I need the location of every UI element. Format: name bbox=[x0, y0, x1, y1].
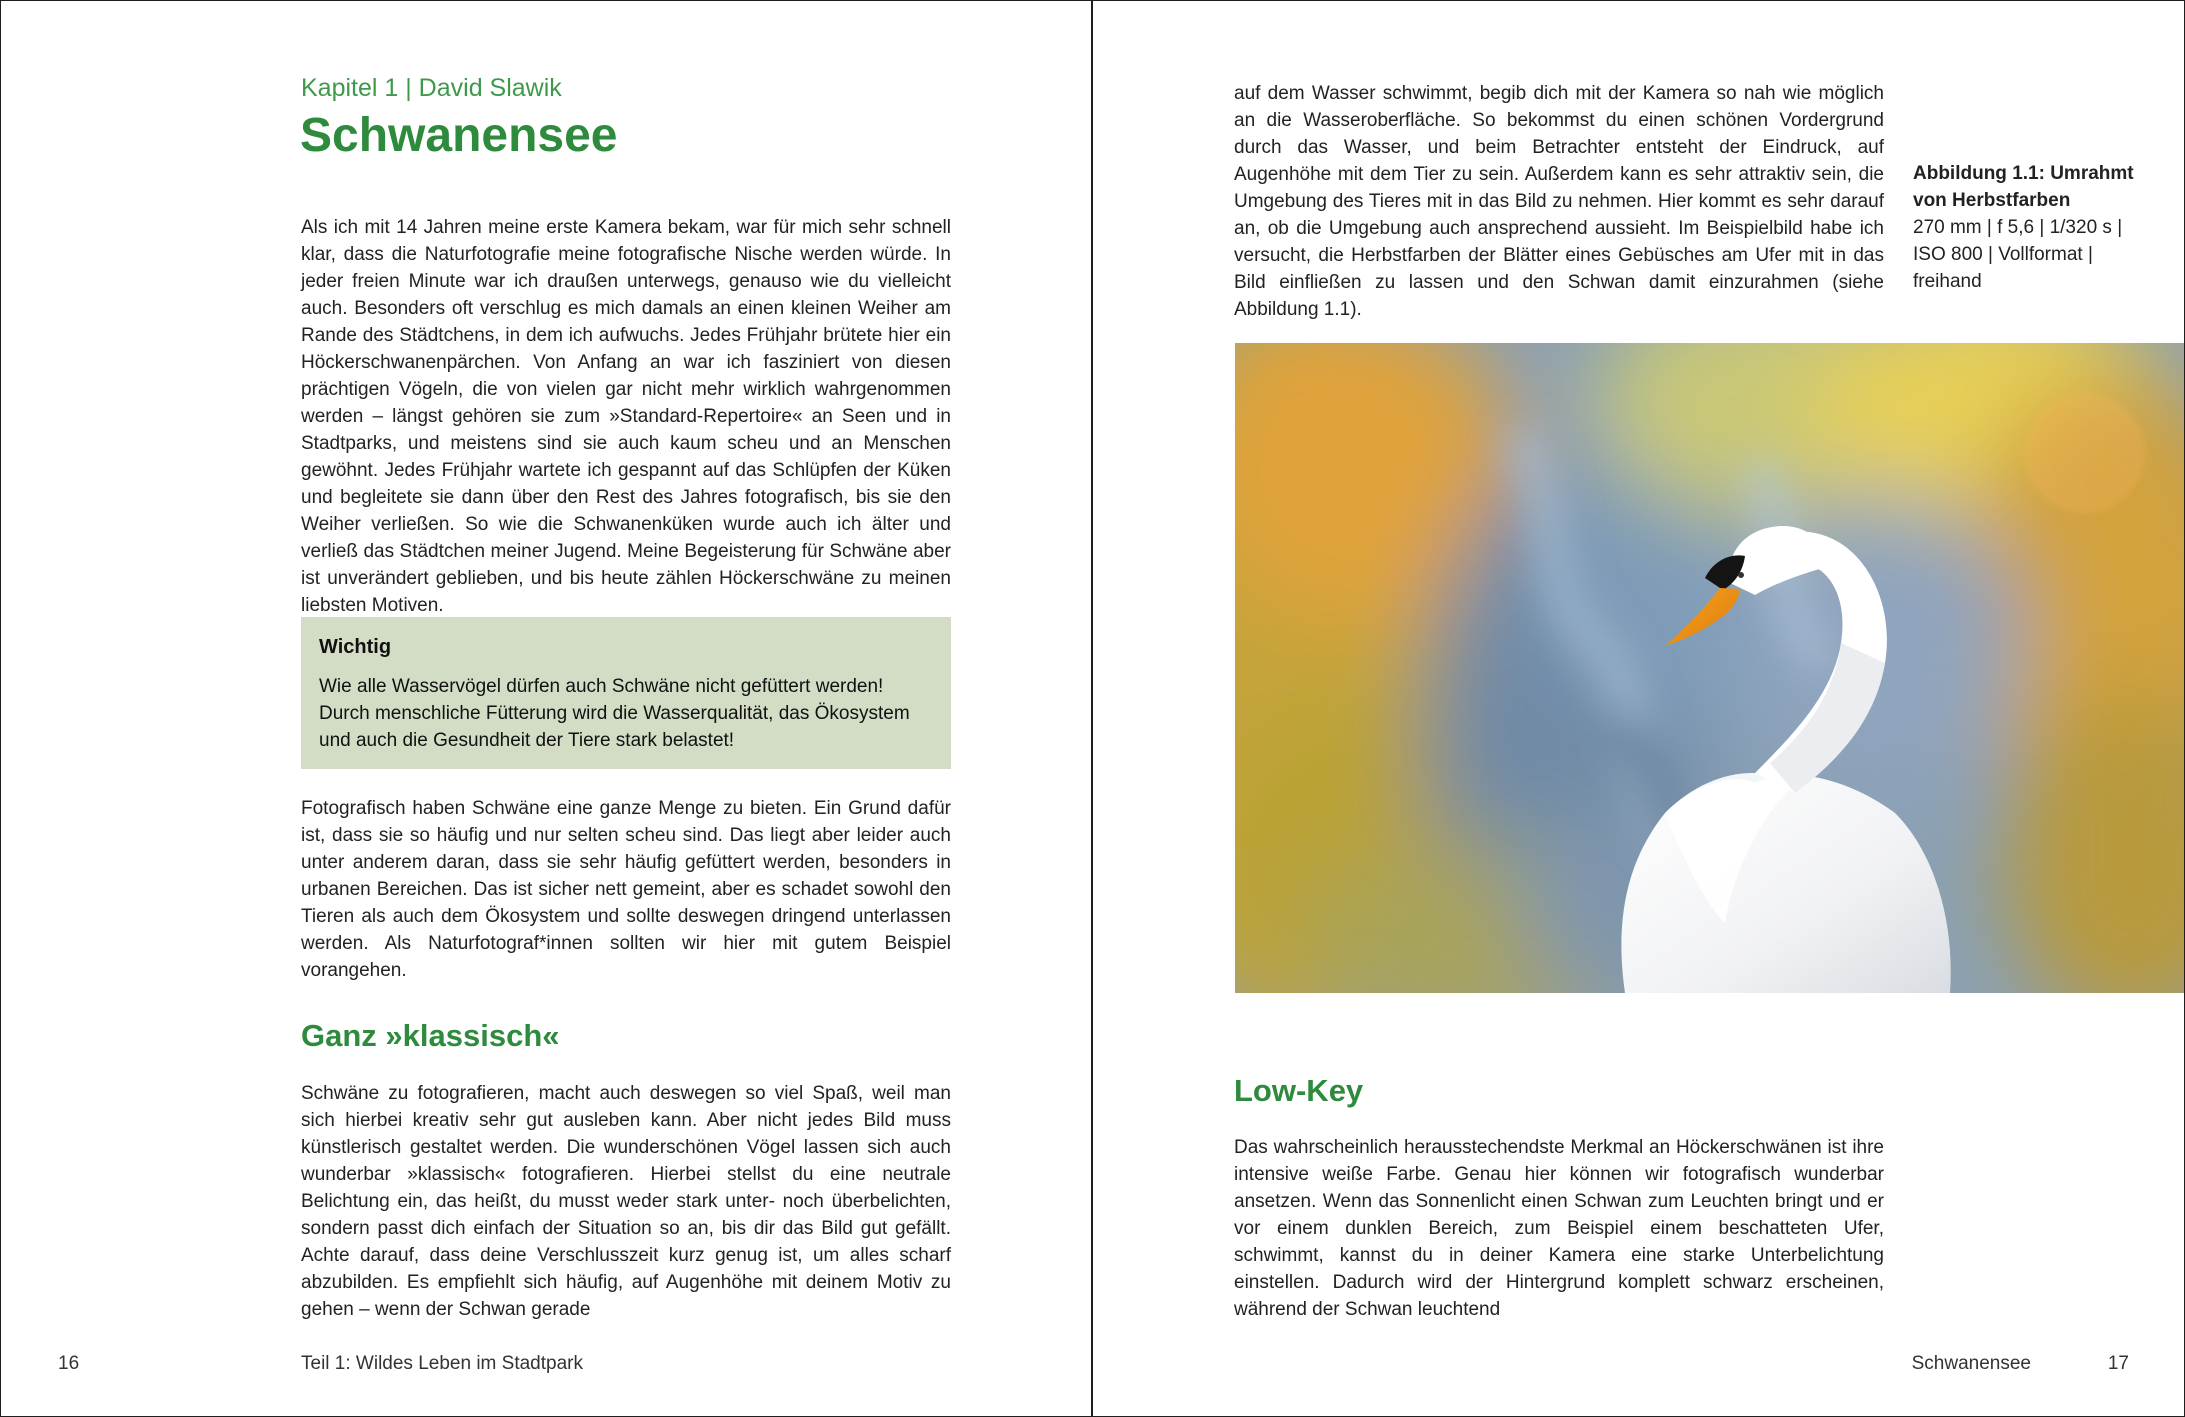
intro-paragraph: Als ich mit 14 Jahren meine erste Kamera bekam, war für mich sehr schnell klar, dass die Naturfotografie meine fotografische Nische werden würde. In jeder freien Minute war ich draußen unterwegs, genauso wie du vielleicht auch. Besonders oft verschlug es mich damals an einen kleinen Weiher am Rande des Städtchens, in dem ich aufwuchs. Jedes Frühjahr brütete hier ein Höckerschwanenpärchen. Von Anfang an war ich fasziniert von diesen prächtigen Vögeln, die von vielen gar nicht mehr wirklich wahrgenommen werden – längst gehören sie zum »Standard-Repertoire« an Seen und in Stadtparks, und meistens sind sie auch kaum scheu und an Menschen gewöhnt. Jedes Frühjahr wartete ich gespannt auf das Schlüpfen der Küken und begleitete sie dann über den Rest des Jahres fotografisch, bis sie den Weiher verließen. So wie die Schwanenküken wurde auch ich älter und verließ das Städtchen meiner Jugend. Meine Begeisterung für Schwäne aber ist unverändert geblieben, und bis heute zählen Höckerschwäne zu meinen liebsten Motiven. bbox=[301, 217, 951, 616]
left-page bbox=[0, 0, 1092, 1417]
chapter-title: Schwanensee bbox=[300, 109, 618, 162]
section-heading-classic: Ganz »klassisch« bbox=[301, 1018, 560, 1053]
important-infobox bbox=[301, 617, 951, 769]
running-footer-left: Teil 1: Wildes Leben im Stadtpark bbox=[301, 1353, 583, 1374]
classic-paragraph: Schwäne zu fotografieren, macht auch deswegen so viel Spaß, weil man sich hierbei kreativ sehr gut ausleben kann. Aber nicht jedes Bild muss künstlerisch gestaltet werden. Die wunderschönen Vögel lassen sich auch wunderbar »klassisch« fotografieren. Hierbei stellst du eine neutrale Belichtung ein, das heißt, du musst weder stark unter- noch überbelichten, sondern passt dich einfach der Situation so an, bis dir das Bild gut gefällt. Achte darauf, dass deine Verschlusszeit kurz genug ist, um alles scharf abzubilden. Es empfiehlt sich häufig, auf Augenhöhe mit deinem Motiv zu gehen – wenn der Schwan gerade bbox=[301, 1083, 951, 1320]
feeding-paragraph: Fotografisch haben Schwäne eine ganze Menge zu bieten. Ein Grund dafür ist, dass sie so häufig und nur selten scheu sind. Das liegt aber leider auch unter anderem daran, dass sie sehr häufig gefüttert werden, besonders in urbanen Bereichen. Das ist sicher nett gemeint, aber es schadet sowohl den Tieren als auch dem Ökosystem und sollte deswegen dringend unterlassen werden. Als Naturfotograf*innen sollten wir hier mit gutem Beispiel vorangehen. bbox=[301, 798, 951, 981]
infobox-text: Wie alle Wasservögel dürfen auch Schwäne nicht gefüttert werden! Durch menschliche Fütterung wird die Wasserqualität, das Ökosystem und auch die Gesundheit der Tiere stark belastet! bbox=[319, 676, 910, 751]
caption-details: 270 mm | f 5,6 | 1/320 s | ISO 800 | Vollformat | freihand bbox=[1913, 217, 2123, 292]
running-footer-right: Schwanensee bbox=[1911, 1353, 2031, 1374]
swan-photo bbox=[1235, 343, 2185, 993]
section-heading-low-key: Low-Key bbox=[1234, 1073, 1364, 1108]
infobox-title: Wichtig bbox=[319, 636, 392, 658]
continued-paragraph: auf dem Wasser schwimmt, begib dich mit der Kamera so nah wie möglich an die Wasseroberfläche. So bekommst du einen schönen Vordergrund durch das Wasser, und beim Betrachter entsteht der Eindruck, auf Augenhöhe mit dem Tier zu sein. Außerdem kann es sehr attraktiv sein, die Umgebung des Tieres mit in das Bild zu nehmen. Hier kommt es sehr darauf an, ob die Umgebung auch ansprechend aussieht. Im Beispielbild habe ich versucht, die Herbstfarben der Blätter eines Gebüsches am Ufer mit in das Bild einfließen zu lassen und den Schwan damit einzurahmen (siehe Abbildung 1.1). bbox=[1234, 83, 1884, 320]
page-gutter bbox=[1091, 0, 1093, 1417]
page-number-right: 17 bbox=[2107, 1353, 2129, 1374]
page-number-left: 16 bbox=[58, 1353, 80, 1374]
caption-title: Abbildung 1.1: Umrahmt von Herbstfarben bbox=[1913, 163, 2134, 211]
figure-caption bbox=[1913, 160, 2153, 295]
chapter-label: Kapitel 1 | David Slawik bbox=[301, 74, 562, 102]
swan-photo-illustration bbox=[1235, 343, 2185, 993]
low-key-paragraph: Das wahrscheinlich herausstechendste Merkmal an Höckerschwänen ist ihre intensive weiße Farbe. Genau hier können wir fotografisch wunderbar ansetzen. Wenn das Sonnenlicht einen Schwan zum Leuchten bringt und er vor einem dunklen Bereich, zum Beispiel einem beschatteten Ufer, schwimmt, kannst du in deiner Kamera eine starke Unterbelichtung einstellen. Dadurch wird der Hintergrund komplett schwarz erscheinen, während der Schwan leuchtend bbox=[1234, 1137, 1884, 1320]
